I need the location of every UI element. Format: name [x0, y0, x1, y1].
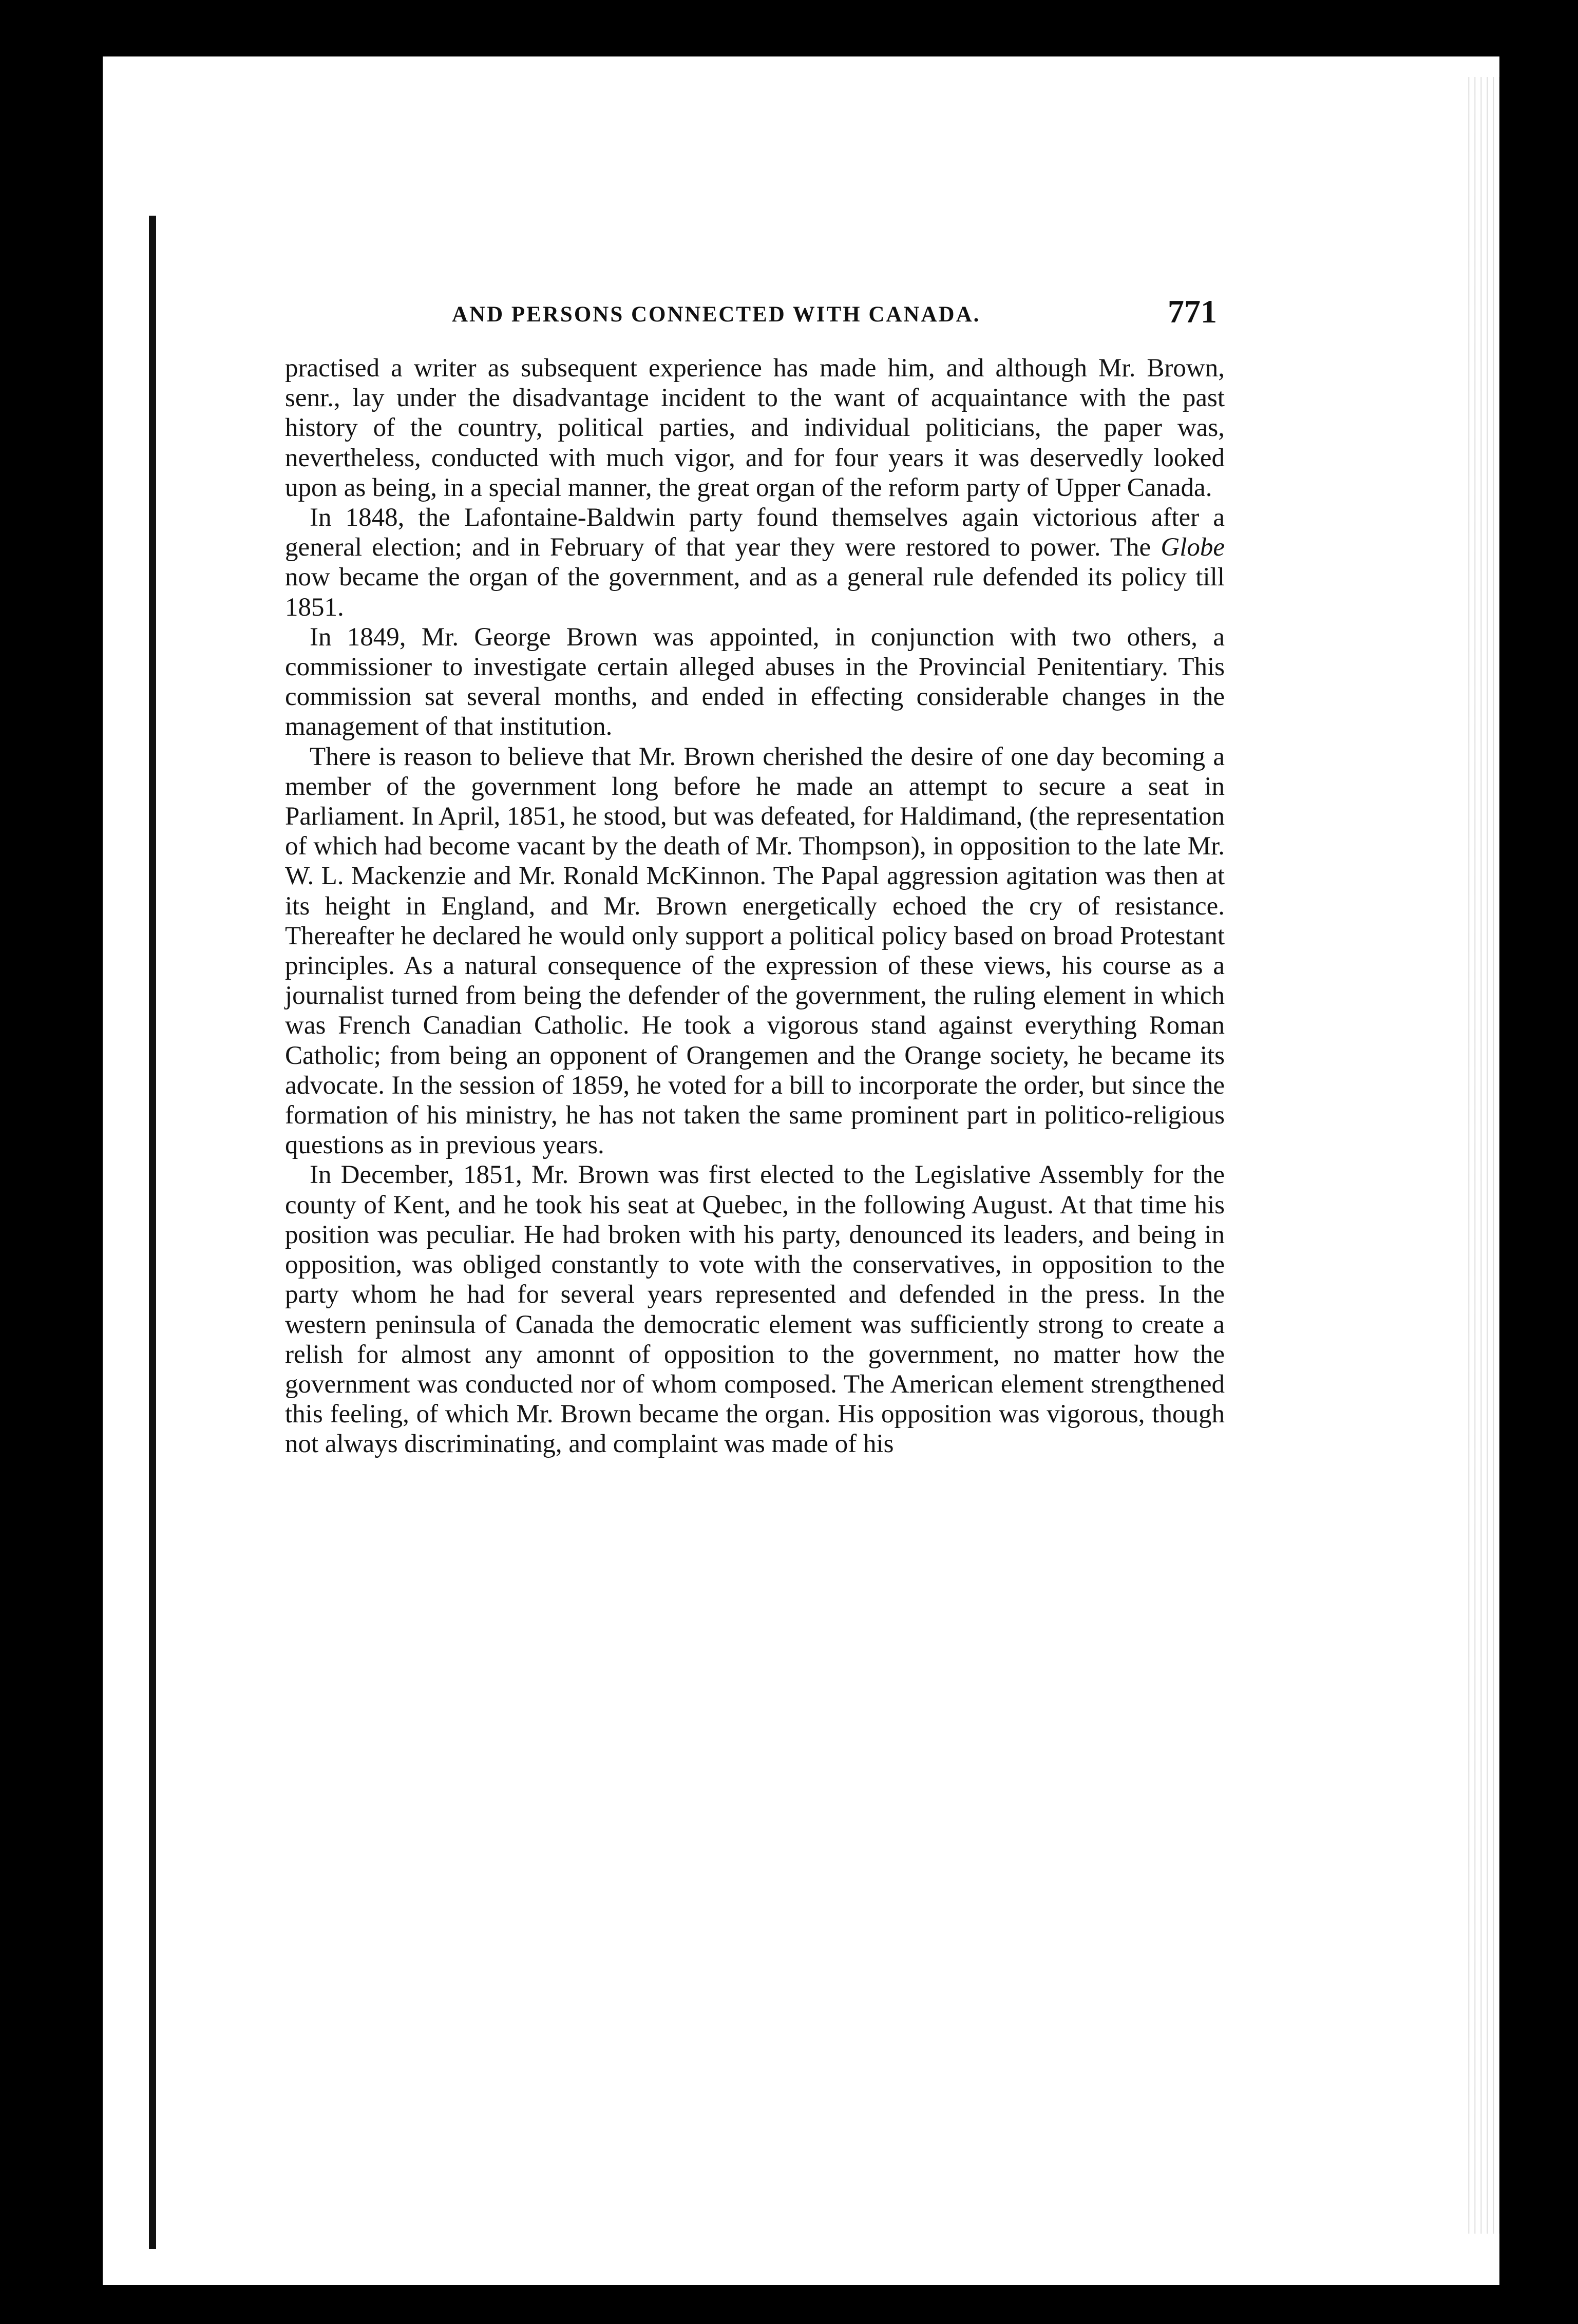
- paragraph-3: In 1849, Mr. George Brown was appointed, in conjunction with two others, a commissioner to investigate certain alleged abuses in the Provincial Penitentiary. This commission sat several months, and ended in effecting considerable changes in the management of that institution.: [285, 622, 1225, 741]
- body-text: [285, 353, 1225, 1459]
- paragraph-2-text-b: now became the organ of the government, and as a general rule defended its policy till 1851.: [285, 563, 1225, 622]
- paragraph-2: [285, 503, 1225, 622]
- running-head: AND PERSONS CONNECTED WITH CANADA.: [452, 302, 981, 327]
- page-number: 771: [1168, 293, 1217, 330]
- paragraph-5: In December, 1851, Mr. Brown was first elected to the Legislative Assembly for the county of Kent, and he took his seat at Quebec, in the following August. At that time his position was peculiar. He had broken with his party, denounced its leaders, and being in opposition, was obliged constantly to vote with the conservatives, in opposition to the party whom he had for several years represented and defended in the press. In the western peninsula of Canada the democratic element was sufficiently strong to create a relish for almost any amonnt of opposition to the government, no matter how the government was conducted nor of whom composed. The American element strengthened this feeling, of which Mr. Brown became the organ. His opposition was vigorous, though not always discriminating, and complaint was made of his: [285, 1160, 1225, 1459]
- page-header: [452, 293, 1217, 349]
- binding-gutter-shadow: [149, 216, 156, 2249]
- page-edge-shadow: [1463, 77, 1499, 2234]
- paragraph-1: practised a writer as subsequent experience has made him, and although Mr. Brown, senr., lay under the disadvantage incident to the want of acquaintance with the past history of the country, political parties, and individual politicians, the paper was, nevertheless, conducted with much vigor, and for four years it was deservedly looked upon as being, in a special manner, the great organ of the reform party of Upper Canada.: [285, 354, 1225, 502]
- newspaper-title-globe: Globe: [1161, 533, 1225, 562]
- paragraph-4: There is reason to believe that Mr. Brown cherished the desire of one day becoming a member of the government long before he made an attempt to secure a seat in Parliament. In April, 1851, he stood, but was defeated, for Haldimand, (the representation of which had become vacant by the death of Mr. Thompson), in opposition to the late Mr. W. L. Mackenzie and Mr. Ronald McKinnon. The Papal aggression agitation was then at its height in England, and Mr. Brown energetically echoed the cry of resistance. Thereafter he declared he would only support a political policy based on broad Protestant principles. As a natural consequence of the expression of these views, his course as a journalist turned from being the defender of the government, the ruling element in which was French Canadian Catholic. He took a vigorous stand against everything Roman Catholic; from being an opponent of Orangemen and the Orange society, he became its advocate. In the session of 1859, he voted for a bill to incorporate the order, but since the formation of his ministry, he has not taken the same prominent part in politico-religious questions as in previous years.: [285, 742, 1225, 1160]
- paragraph-2-text-a: In 1848, the Lafontaine-Baldwin party found themselves again victorious after a general election; and in February of that year they were restored to power. The: [285, 503, 1225, 562]
